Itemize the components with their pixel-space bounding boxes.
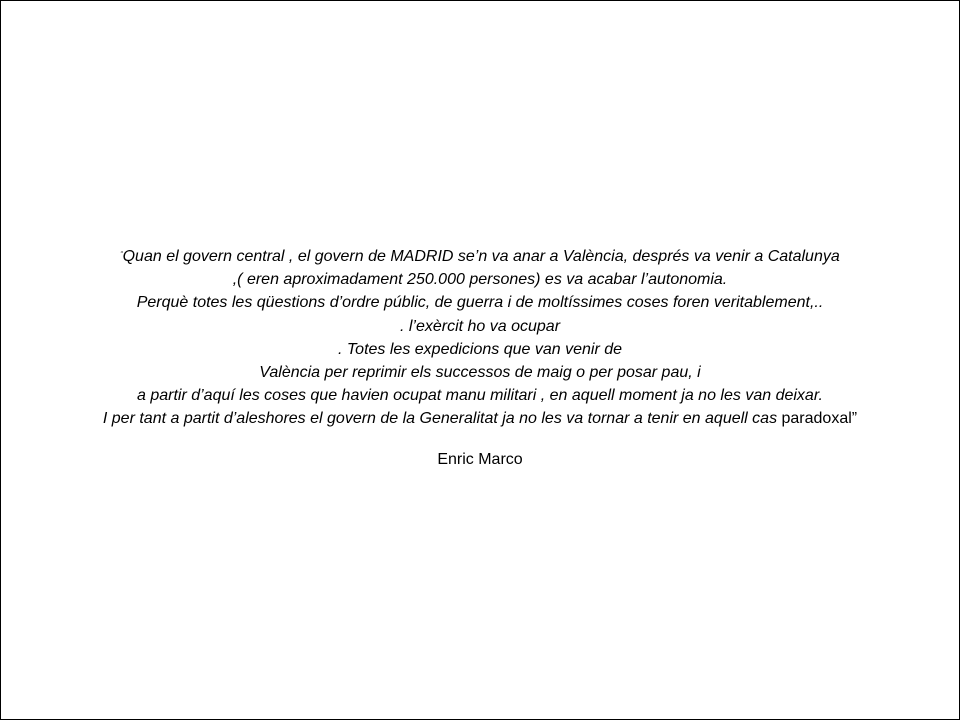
quote-line-tail: paradoxal” [777,410,858,428]
quote-line: Perquè totes les qüestions d’ordre públic, de guerra i de moltíssimes coses foren veritablement,.. [136,294,824,312]
quote-line: . Totes les expedicions que van venir de [337,340,623,358]
quote-line: ,( eren aproximadament 250.000 persones) es va acabar l’autonomia. [232,271,728,289]
quote-line: a partir d’aquí les coses que havien ocupat manu militari , en aquell moment ja no les van deixar. [136,387,823,405]
quote-author: Enric Marco [437,451,523,468]
opening-quote-mark: “ [120,251,123,258]
quote-line: València per reprimir els successos de maig o per posar pau, i [259,364,701,382]
quote-line-text: Quan el govern central , el govern de MADRID se’n va anar a València, després va venir a Catalunya [122,248,840,265]
quote-line: . l’exèrcit ho va ocupar [399,317,561,335]
quote-line-text: I per tant a partit d’aleshores el govern de la Generalitat ja no les va tornar a tenir en aquell cas [102,410,778,428]
quote-line [1,407,959,430]
quote-line [1,243,959,268]
quote-block [1,243,959,431]
